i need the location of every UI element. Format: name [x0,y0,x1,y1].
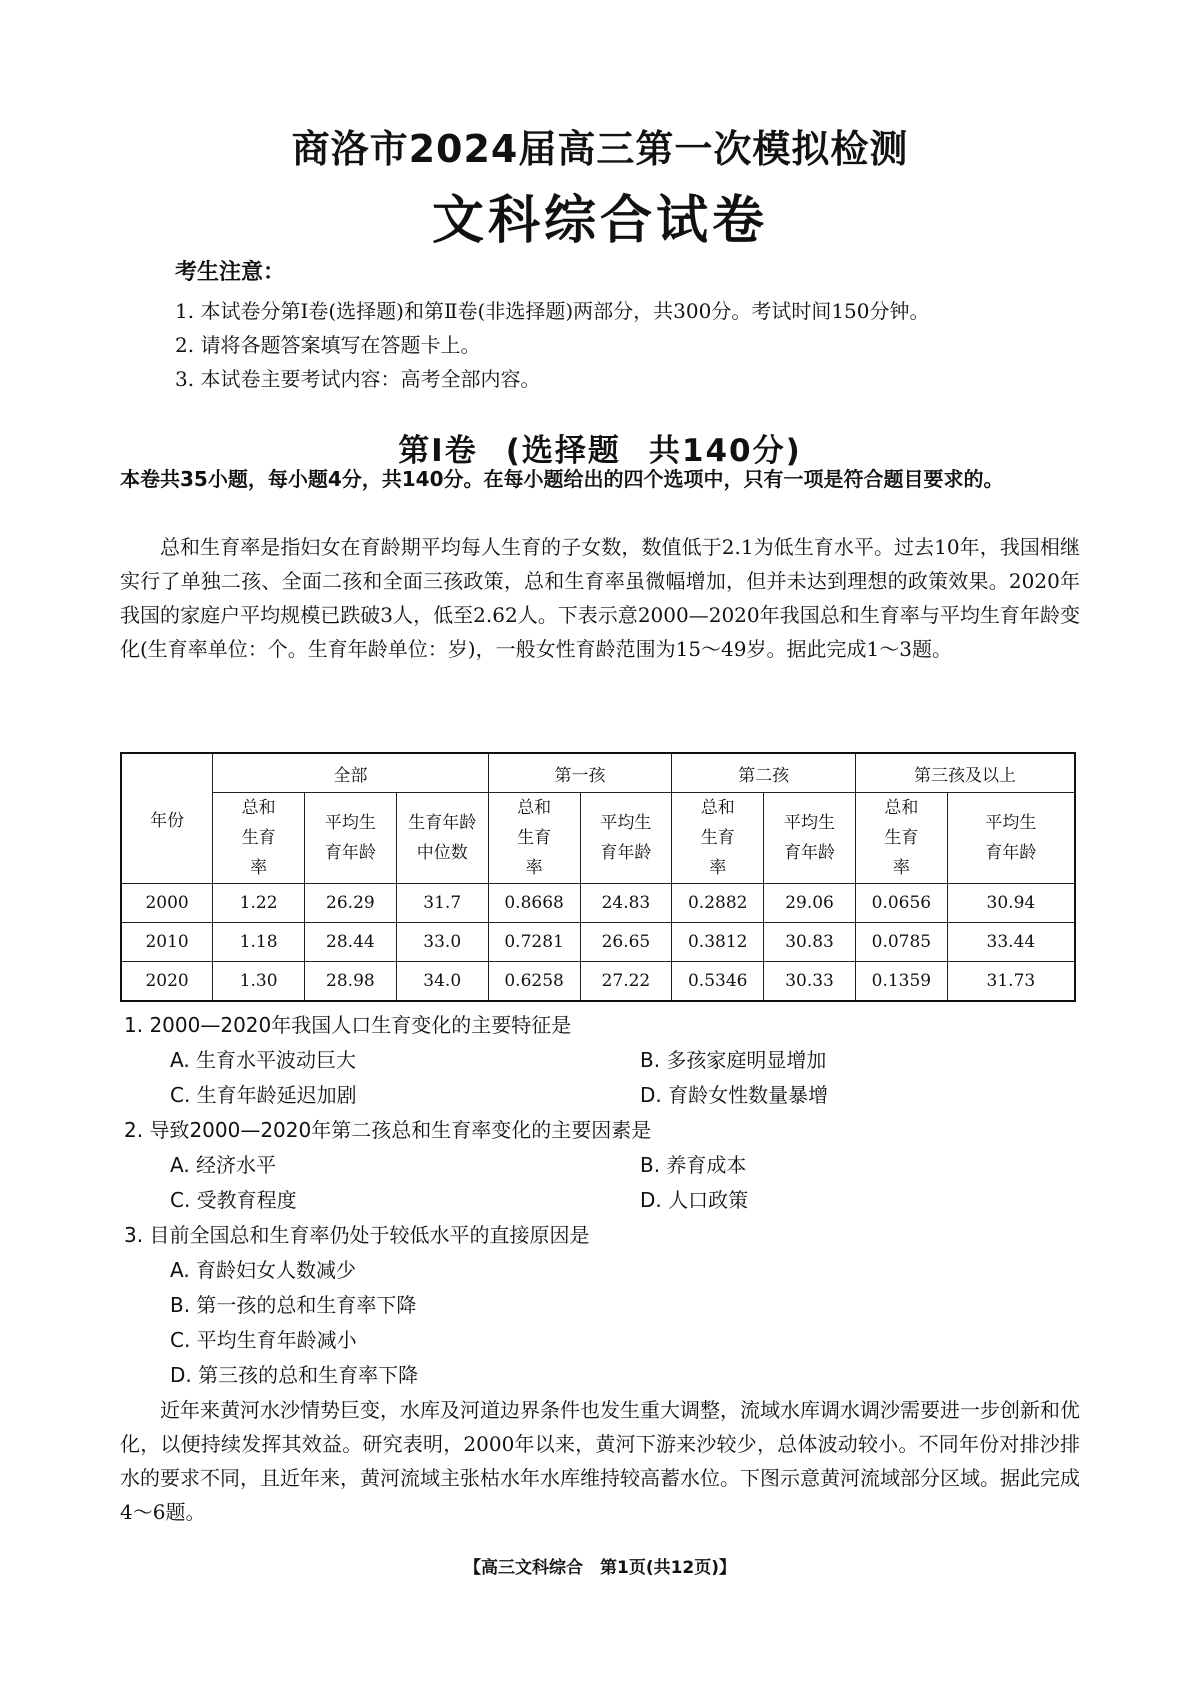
table-cell: 28.98 [304,962,396,1002]
table-cell-year: 2010 [121,923,213,962]
question-3-option-a[interactable]: A. 育龄妇女人数减少 [170,1258,357,1282]
table-cell: 30.33 [764,962,856,1002]
question-3-option-c[interactable]: C. 平均生育年龄减小 [170,1328,357,1352]
table-subheader: 生育年龄中位数 [396,793,488,884]
question-1-option-b[interactable]: B. 多孩家庭明显增加 [640,1048,827,1072]
table-cell: 33.0 [396,923,488,962]
table-cell: 24.83 [580,884,672,923]
table-group-header: 第三孩及以上 [855,753,1075,793]
question-1-option-d[interactable]: D. 育龄女性数量暴增 [640,1083,829,1107]
table-group-header: 第一孩 [488,753,672,793]
question-2-option-b[interactable]: B. 养育成本 [640,1153,747,1177]
question-2-option-c[interactable]: C. 受教育程度 [170,1188,297,1212]
table-cell-year: 2000 [121,884,213,923]
table-cell: 34.0 [396,962,488,1002]
candidate-notice [175,255,1095,396]
notice-item: 1. 本试卷分第Ⅰ卷(选择题)和第Ⅱ卷(非选择题)两部分，共300分。考试时间150分钟。 [175,299,930,323]
table-cell: 1.22 [213,884,305,923]
table-row [121,962,1075,1002]
table-cell: 31.7 [396,884,488,923]
table-subheader: 总和生育率 [672,793,764,884]
question-3-stem: 3. 目前全国总和生育率仍处于较低水平的直接原因是 [124,1223,590,1247]
table-cell-year: 2020 [121,962,213,1002]
question-1-option-c[interactable]: C. 生育年龄延迟加剧 [170,1083,357,1107]
table-cell: 1.18 [213,923,305,962]
table-subheader: 平均生育年龄 [947,793,1075,884]
table-cell: 0.3812 [672,923,764,962]
table-cell: 0.2882 [672,884,764,923]
table-subheader: 总和生育率 [488,793,580,884]
table-cell: 0.8668 [488,884,580,923]
table-subheader: 平均生育年龄 [304,793,396,884]
table-row [121,923,1075,962]
notice-item: 2. 请将各题答案填写在答题卡上。 [175,333,481,357]
table-cell: 0.0785 [855,923,947,962]
table-cell: 26.29 [304,884,396,923]
table-cell: 0.0656 [855,884,947,923]
question-3-option-b[interactable]: B. 第一孩的总和生育率下降 [170,1293,417,1317]
table-subheader: 总和生育率 [855,793,947,884]
table-cell: 29.06 [764,884,856,923]
question-1-option-a[interactable]: A. 生育水平波动巨大 [170,1048,357,1072]
exam-title: 商洛市2024届高三第一次模拟检测 [291,127,909,171]
page-footer: 【高三文科综合 第1页(共12页)】 [463,1558,737,1578]
table-subheader: 平均生育年龄 [580,793,672,884]
table-cell: 30.94 [947,884,1075,923]
table-cell: 0.6258 [488,962,580,1002]
table-group-header: 全部 [213,753,488,793]
table-cell: 0.1359 [855,962,947,1002]
table-cell: 0.7281 [488,923,580,962]
notice-item: 3. 本试卷主要考试内容：高考全部内容。 [175,367,541,391]
table-cell: 26.65 [580,923,672,962]
table-cell: 30.83 [764,923,856,962]
table-group-header: 第二孩 [672,753,856,793]
table-row [121,884,1075,923]
table-subheader: 总和生育率 [213,793,305,884]
passage-fertility: 总和生育率是指妇女在育龄期平均每人生育的子女数，数值低于2.1为低生育水平。过去10年，我国相继实行了单独二孩、全面二孩和全面三孩政策，总和生育率虽微幅增加，但并未达到理想的政策效果。2020年我国的家庭户平均规模已跌破3人，低至2.62人。下表示意2000—2020年我国总和生育率与平均生育年龄变化(生育率单位：个。生育年龄单位：岁)，一般女性育龄范围为15～49岁。据此完成1～3题。 [120,535,1080,661]
section-instruction: 本卷共35小题，每小题4分，共140分。在每小题给出的四个选项中，只有一项是符合题目要求的。 [120,467,1004,491]
question-3-option-d[interactable]: D. 第三孩的总和生育率下降 [170,1363,419,1387]
passage-yellow-river: 近年来黄河水沙情势巨变，水库及河道边界条件也发生重大调整，流域水库调水调沙需要进一步创新和优化，以便持续发挥其效益。研究表明，2000年以来，黄河下游来沙较少，总体波动较小。不同年份对排沙排水的要求不同，且近年来，黄河流域主张枯水年水库维持较高蓄水位。下图示意黄河流域部分区域。据此完成4～6题。 [120,1398,1080,1524]
table-cell: 1.30 [213,962,305,1002]
section-score: 共140分) [648,433,802,469]
exam-subtitle: 文科综合试卷 [431,191,768,251]
table-subheader: 平均生育年龄 [764,793,856,884]
question-2-option-d[interactable]: D. 人口政策 [640,1188,749,1212]
table-header-year: 年份 [121,753,213,884]
question-2-option-a[interactable]: A. 经济水平 [170,1153,277,1177]
section-part: 第Ⅰ卷 [398,433,478,469]
table-cell: 27.22 [580,962,672,1002]
table-cell: 0.5346 [672,962,764,1002]
table-cell: 31.73 [947,962,1075,1002]
question-1-stem: 1. 2000—2020年我国人口生育变化的主要特征是 [124,1013,572,1037]
question-2-stem: 2. 导致2000—2020年第二孩总和生育率变化的主要因素是 [124,1118,652,1142]
table-cell: 28.44 [304,923,396,962]
notice-heading: 考生注意： [175,260,286,285]
table-cell: 33.44 [947,923,1075,962]
fertility-table [120,752,1076,1002]
section-desc: (选择题 [505,433,621,469]
